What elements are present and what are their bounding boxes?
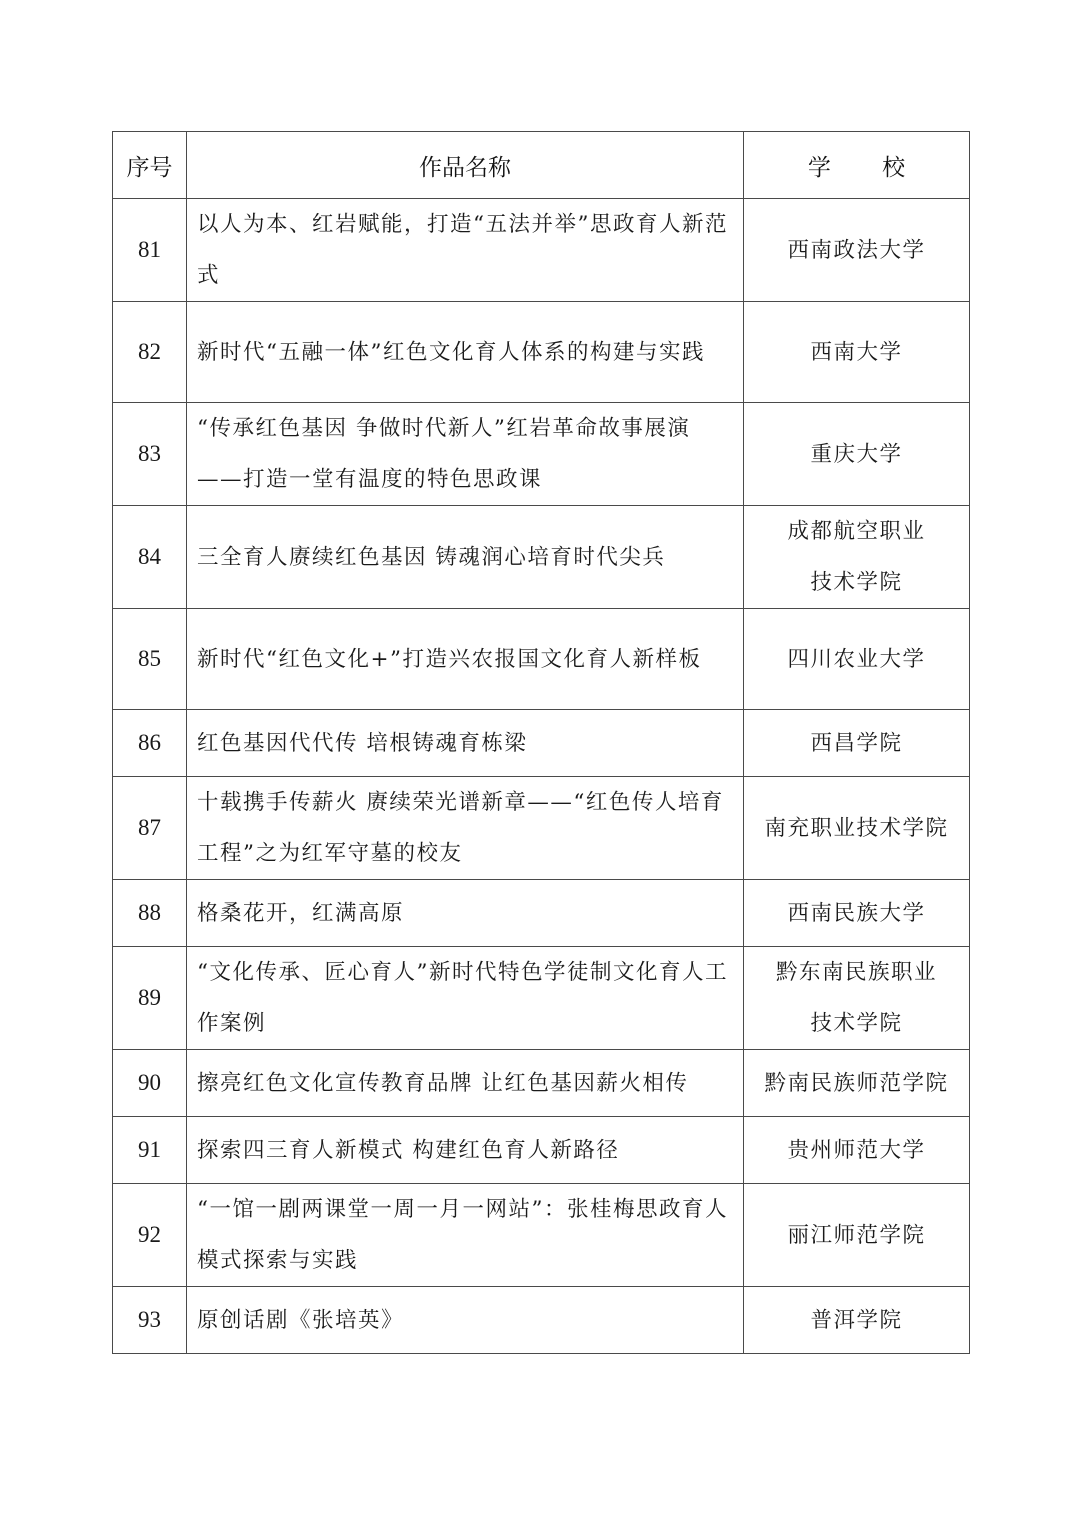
table-header-row [113, 132, 970, 199]
table-row [113, 1287, 970, 1354]
row-title: “传承红色基因 争做时代新人”红岩革命故事展演——打造一堂有温度的特色思政课 [187, 403, 744, 506]
row-school: 普洱学院 [744, 1287, 970, 1354]
row-title: 格桑花开，红满高原 [187, 880, 744, 947]
row-school: 黔东南民族职业技术学院 [744, 947, 970, 1050]
row-title: “文化传承、匠心育人”新时代特色学徒制文化育人工作案例 [187, 947, 744, 1050]
row-school: 西昌学院 [744, 710, 970, 777]
row-school: 成都航空职业技术学院 [744, 506, 970, 609]
row-index: 87 [113, 777, 187, 880]
row-index: 93 [113, 1287, 187, 1354]
row-school: 黔南民族师范学院 [744, 1050, 970, 1117]
table-row [113, 710, 970, 777]
table-row [113, 199, 970, 302]
row-school: 丽江师范学院 [744, 1184, 970, 1287]
table-row [113, 947, 970, 1050]
table-row [113, 506, 970, 609]
works-table-container [112, 131, 969, 1354]
row-index: 90 [113, 1050, 187, 1117]
row-index: 88 [113, 880, 187, 947]
row-school: 南充职业技术学院 [744, 777, 970, 880]
row-title: 探索四三育人新模式 构建红色育人新路径 [187, 1117, 744, 1184]
row-school: 西南政法大学 [744, 199, 970, 302]
row-school: 西南民族大学 [744, 880, 970, 947]
row-school: 重庆大学 [744, 403, 970, 506]
row-school: 西南大学 [744, 302, 970, 403]
row-index: 82 [113, 302, 187, 403]
row-index: 89 [113, 947, 187, 1050]
row-index: 91 [113, 1117, 187, 1184]
row-school: 四川农业大学 [744, 609, 970, 710]
row-index: 83 [113, 403, 187, 506]
table-row [113, 880, 970, 947]
row-title: 红色基因代代传 培根铸魂育栋梁 [187, 710, 744, 777]
table-row [113, 302, 970, 403]
header-school: 学 校 [744, 132, 970, 199]
row-title: 三全育人赓续红色基因 铸魂润心培育时代尖兵 [187, 506, 744, 609]
table-row [113, 1184, 970, 1287]
row-title: 擦亮红色文化宣传教育品牌 让红色基因薪火相传 [187, 1050, 744, 1117]
row-index: 81 [113, 199, 187, 302]
row-title: 新时代“五融一体”红色文化育人体系的构建与实践 [187, 302, 744, 403]
table-row [113, 777, 970, 880]
row-school: 贵州师范大学 [744, 1117, 970, 1184]
table-row [113, 1050, 970, 1117]
header-title: 作品名称 [187, 132, 744, 199]
row-title: 以人为本、红岩赋能，打造“五法并举”思政育人新范式 [187, 199, 744, 302]
row-title: 新时代“红色文化+”打造兴农报国文化育人新样板 [187, 609, 744, 710]
table-row [113, 1117, 970, 1184]
table-row [113, 609, 970, 710]
row-title: 十载携手传薪火 赓续荣光谱新章——“红色传人培育工程”之为红军守墓的校友 [187, 777, 744, 880]
row-index: 84 [113, 506, 187, 609]
header-index: 序号 [113, 132, 187, 199]
row-index: 85 [113, 609, 187, 710]
works-table [112, 131, 970, 1354]
row-index: 92 [113, 1184, 187, 1287]
row-title: 原创话剧《张培英》 [187, 1287, 744, 1354]
row-index: 86 [113, 710, 187, 777]
table-row [113, 403, 970, 506]
row-title: “一馆一剧两课堂一周一月一网站”：张桂梅思政育人模式探索与实践 [187, 1184, 744, 1287]
